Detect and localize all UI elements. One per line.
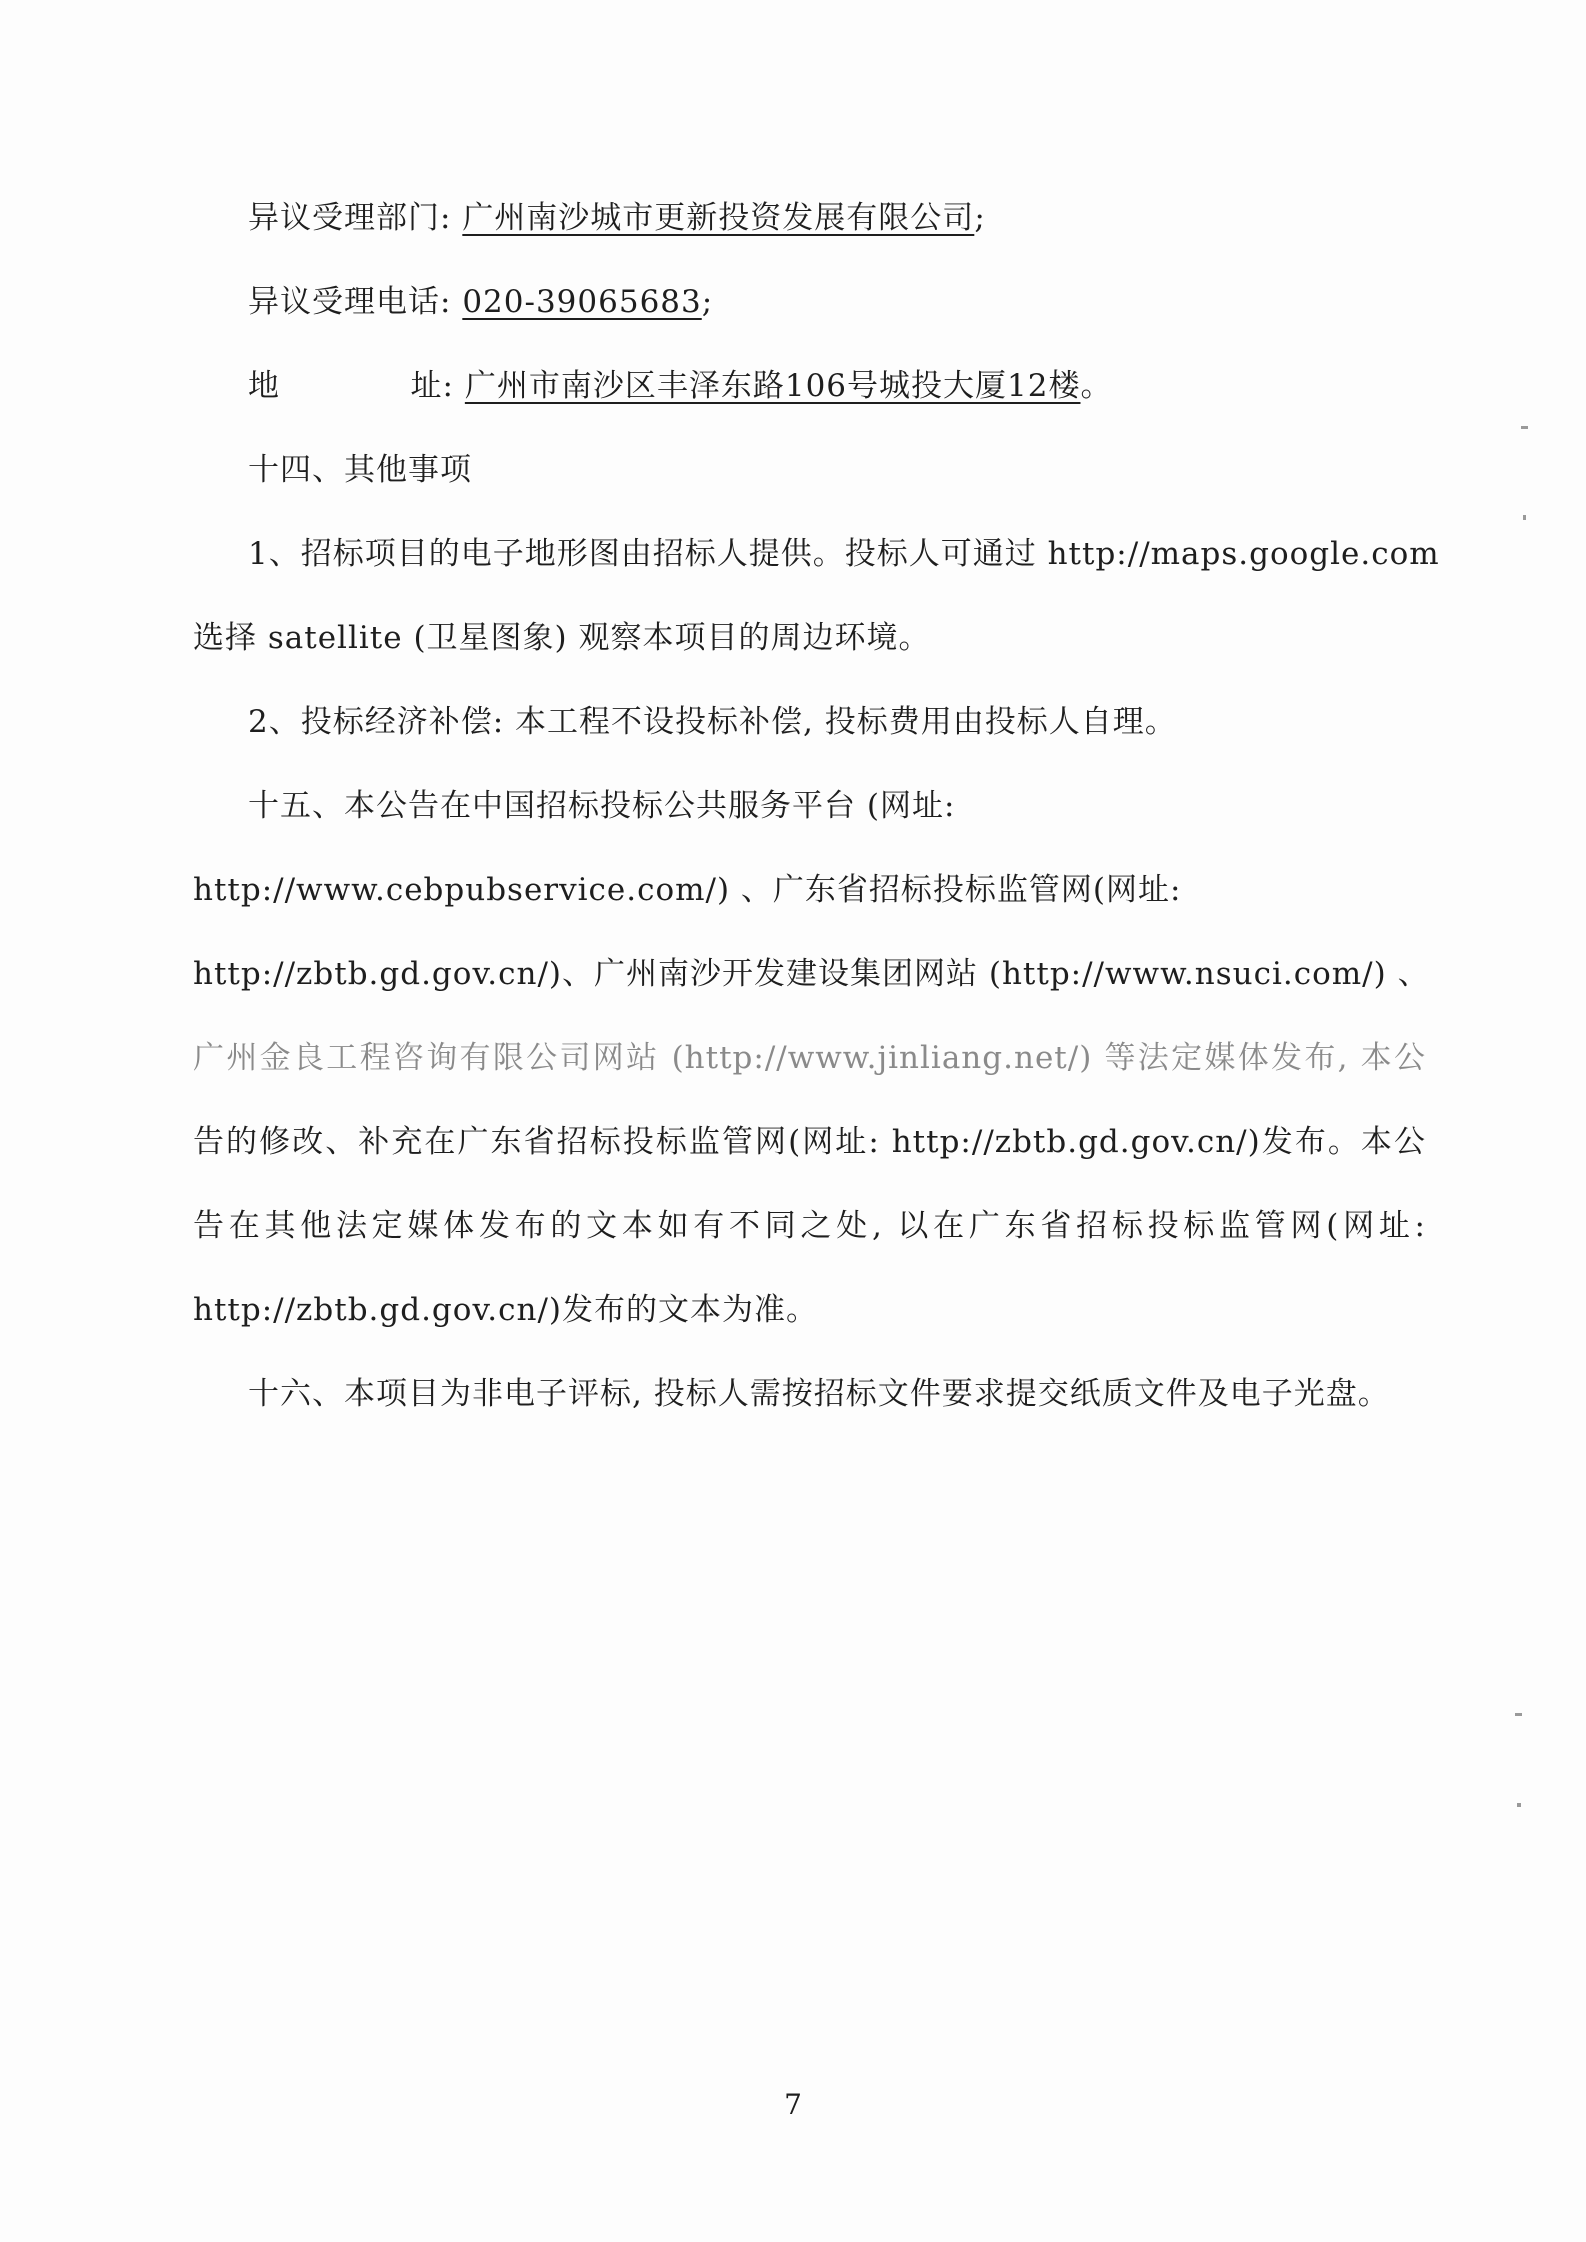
scan-speck xyxy=(1517,1803,1521,1807)
objection-dept-label: 异议受理部门: xyxy=(248,200,452,236)
section15-line1: 十五、本公告在中国招标投标公共服务平台 (网址: xyxy=(248,788,956,824)
objection-phone-tail: ; xyxy=(701,284,714,320)
section16-line1: 十六、本项目为非电子评标, 投标人需按招标文件要求提交纸质文件及电子光盘。 xyxy=(248,1376,1390,1412)
objection-dept-value: 广州南沙城市更新投资发展有限公司 xyxy=(462,200,975,236)
address-label-part-a: 地 xyxy=(248,368,280,404)
objection-address-line xyxy=(248,364,1426,408)
section15-line4: 广州金良工程咨询有限公司网站 (http://www.jinliang.net/) 等法定媒体发布, 本公 xyxy=(193,1040,1426,1076)
section15-line5: 告的修改、补充在广东省招标投标监管网(网址: http://zbtb.gd.gov.cn/)发布。本公 xyxy=(193,1124,1426,1160)
objection-phone-label: 异议受理电话: xyxy=(248,284,452,320)
section14-item1-line2: 选择 satellite (卫星图象) 观察本项目的周边环境。 xyxy=(193,620,931,656)
address-label xyxy=(248,364,454,408)
objection-dept-tail: ; xyxy=(974,200,986,236)
scan-speck xyxy=(1515,1713,1522,1716)
section15-line7: http://zbtb.gd.gov.cn/)发布的文本为准。 xyxy=(193,1292,818,1328)
section14-heading: 十四、其他事项 xyxy=(248,452,472,488)
scan-speck xyxy=(1523,515,1526,520)
page-number: 7 xyxy=(784,2088,802,2121)
section14-item1-line1: 1、招标项目的电子地形图由招标人提供。投标人可通过 http://maps.google.com xyxy=(248,536,1440,572)
address-label-part-b: 址: xyxy=(410,368,454,404)
objection-address-tail: 。 xyxy=(1080,368,1113,404)
objection-address-value: 广州市南沙区丰泽东路106号城投大厦12楼 xyxy=(464,368,1081,404)
scan-speck xyxy=(1521,426,1528,429)
objection-dept-line xyxy=(248,196,1426,240)
section15-line2: http://www.cebpubservice.com/) 、广东省招标投标监管网(网址: xyxy=(193,872,1182,908)
section15-line6: 告在其他法定媒体发布的文本如有不同之处, 以在广东省招标投标监管网(网址: xyxy=(193,1208,1426,1244)
section14-item2: 2、投标经济补偿: 本工程不设投标补偿, 投标费用由投标人自理。 xyxy=(248,704,1177,740)
section15-line3: http://zbtb.gd.gov.cn/)、广州南沙开发建设集团网站 (http://www.nsuci.com/) 、 xyxy=(193,956,1430,992)
objection-phone-value: 020-39065683 xyxy=(462,284,702,320)
objection-phone-line xyxy=(248,280,1426,324)
